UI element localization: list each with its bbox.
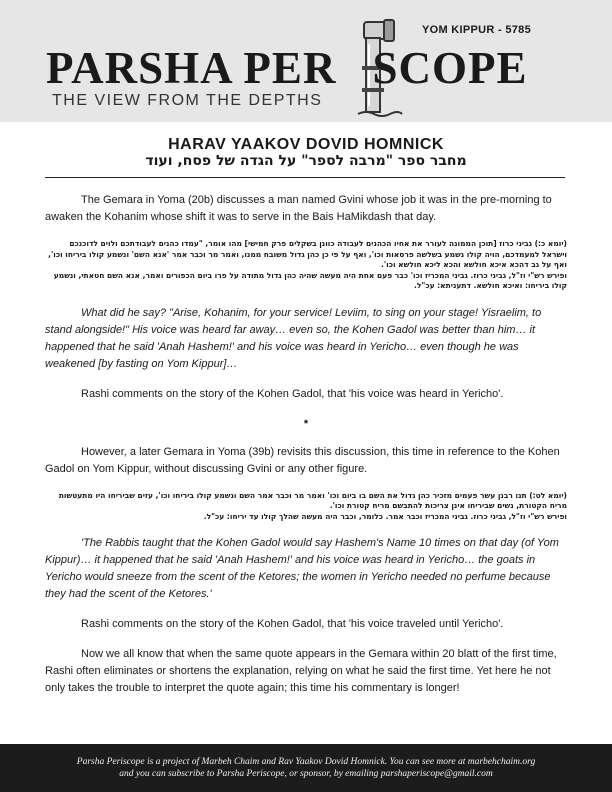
footer — [0, 744, 612, 792]
author-subtitle-hebrew: מחבר ספר "מרבה לספר" על הגדה של פסח, ועוד — [145, 153, 467, 169]
paragraph: Now we all know that when the same quote appears in the Gemara within 20 blatt of the first time, Rashi often eliminates or shortens the explanation, relying on what he said the first time. Yet here he not only takes the trouble to interpret the quote again; this time his commentary is longer! — [45, 648, 557, 694]
translation-paragraph: 'The Rabbis taught that the Kohen Gadol would say Hashem's Name 10 times on that day (of Yom Kippur)… it happened that he said 'Anah Hashem!' and his voice was heard in Yericho… the goats in Yericho would sneeze from the scent of the Ketores; the women in Yericho needed no perfume because they had the scent of the Ketores.' — [45, 537, 559, 600]
hebrew-source-quote — [45, 239, 567, 292]
article-body — [45, 192, 567, 710]
hebrew-source-quote — [45, 491, 567, 523]
hebrew-quote-line: ופירש רש"י וז"ל, גביני כרוז. גביני המכריז וכו' כבר פעם אחת היה מעשה שהיה כהן גדול מתודה על פרו ביום הכפורים ואמר, אנא השם חטאתי, ונשמע קולו ביריחו: ואיכא חולשא. דתעניתא: עכ"ל. — [53, 270, 567, 290]
paragraph: However, a later Gemara in Yoma (39b) revisits this discussion, this time in reference to the Kohen Gadol on Yom Kippur, without discussing Gvini or any other figure. — [45, 445, 560, 475]
issue-label: YOM KIPPUR - 5785 — [422, 24, 532, 36]
brand-title-left: PARSHA PER — [46, 43, 337, 93]
brand-title-right: SCOPE — [372, 43, 528, 93]
paragraph: Rashi comments on the story of the Kohen Gadol, that 'his voice was heard in Yericho'. — [81, 387, 504, 400]
masthead — [0, 0, 612, 122]
hebrew-quote-line: (יומא לט:) תנו רבנן עשר פעמים מזכיר כהן גדול את השם בו ביום וכו' ואמר מר וכבר אמר השם ונשמע קולו ביריחו וכו', עזים שביריחו היו מתעטשות מריח הקטורת, נשים שביריחו אינן צריכות להתבשם מריח קטורת וכו'. — [58, 490, 567, 510]
footer-line: Parsha Periscope is a project of Marbeh Chaim and Rav Yaakov Dovid Homnick. You can see more at marbehchaim.org — [76, 757, 536, 767]
brand-title — [46, 42, 527, 94]
translation-paragraph: What did he say? "Arise, Kohanim, for your service! Leviim, to sing on your stage! Yisraelim, to stand alongside!" His voice was heard far away… even so, the Kohen Gadol was better than him… it happened that he said 'Anah Hashem!' and his voice was heard in Yericho… even though he was weakened [by fasting on Yom Kippur]… — [45, 306, 542, 370]
paragraph: Rashi comments on the story of the Kohen Gadol, that 'his voice traveled until Yericho'. — [81, 618, 504, 630]
hebrew-quote-line: ופירש רש"י וז"ל, גביני כרוז. גביני המכריז וכבר אמר. כלומר, וכבר היה מעשה שהלך קולו עד יריחו: עכ"ל. — [203, 511, 567, 521]
footer-line: and you can subscribe to Parsha Periscope, or sponsor, by emailing parshaperiscope@gmail.com — [119, 769, 493, 779]
paragraph: The Gemara in Yoma (20b) discusses a man named Gvini whose job it was in the pre-morning to awaken the Kohanim whose shift it was to serve in the Bais HaMikdash that day. — [45, 194, 552, 223]
author-title: HARAV YAAKOV DOVID HOMNICK — [168, 136, 444, 153]
tagline: THE VIEW FROM THE DEPTHS — [52, 92, 323, 109]
hebrew-quote-line: (יומא כ:) גביני כרוז [תוכן הממונה לעורר את אחיו הכהנים לעבודה כוונן בשקלים פרק חמישי] מהו אומר, "עמדו כהנים לעבודתכם ולוים לדוכנכם וישראל למעמדכם, הויה קולו נשמע בשלשה פרסאות וכו', ואף על פי כן כהן גדול משובח ממנו, ואמר מר וכבר אמר 'אנא השם' ונשמע קולו ביריחו וכו', ואף על גב דהכא איכא חולשא והכא ליכא חולשא וכו'. — [48, 239, 567, 269]
title-divider — [45, 177, 565, 178]
section-separator: * — [303, 417, 309, 430]
